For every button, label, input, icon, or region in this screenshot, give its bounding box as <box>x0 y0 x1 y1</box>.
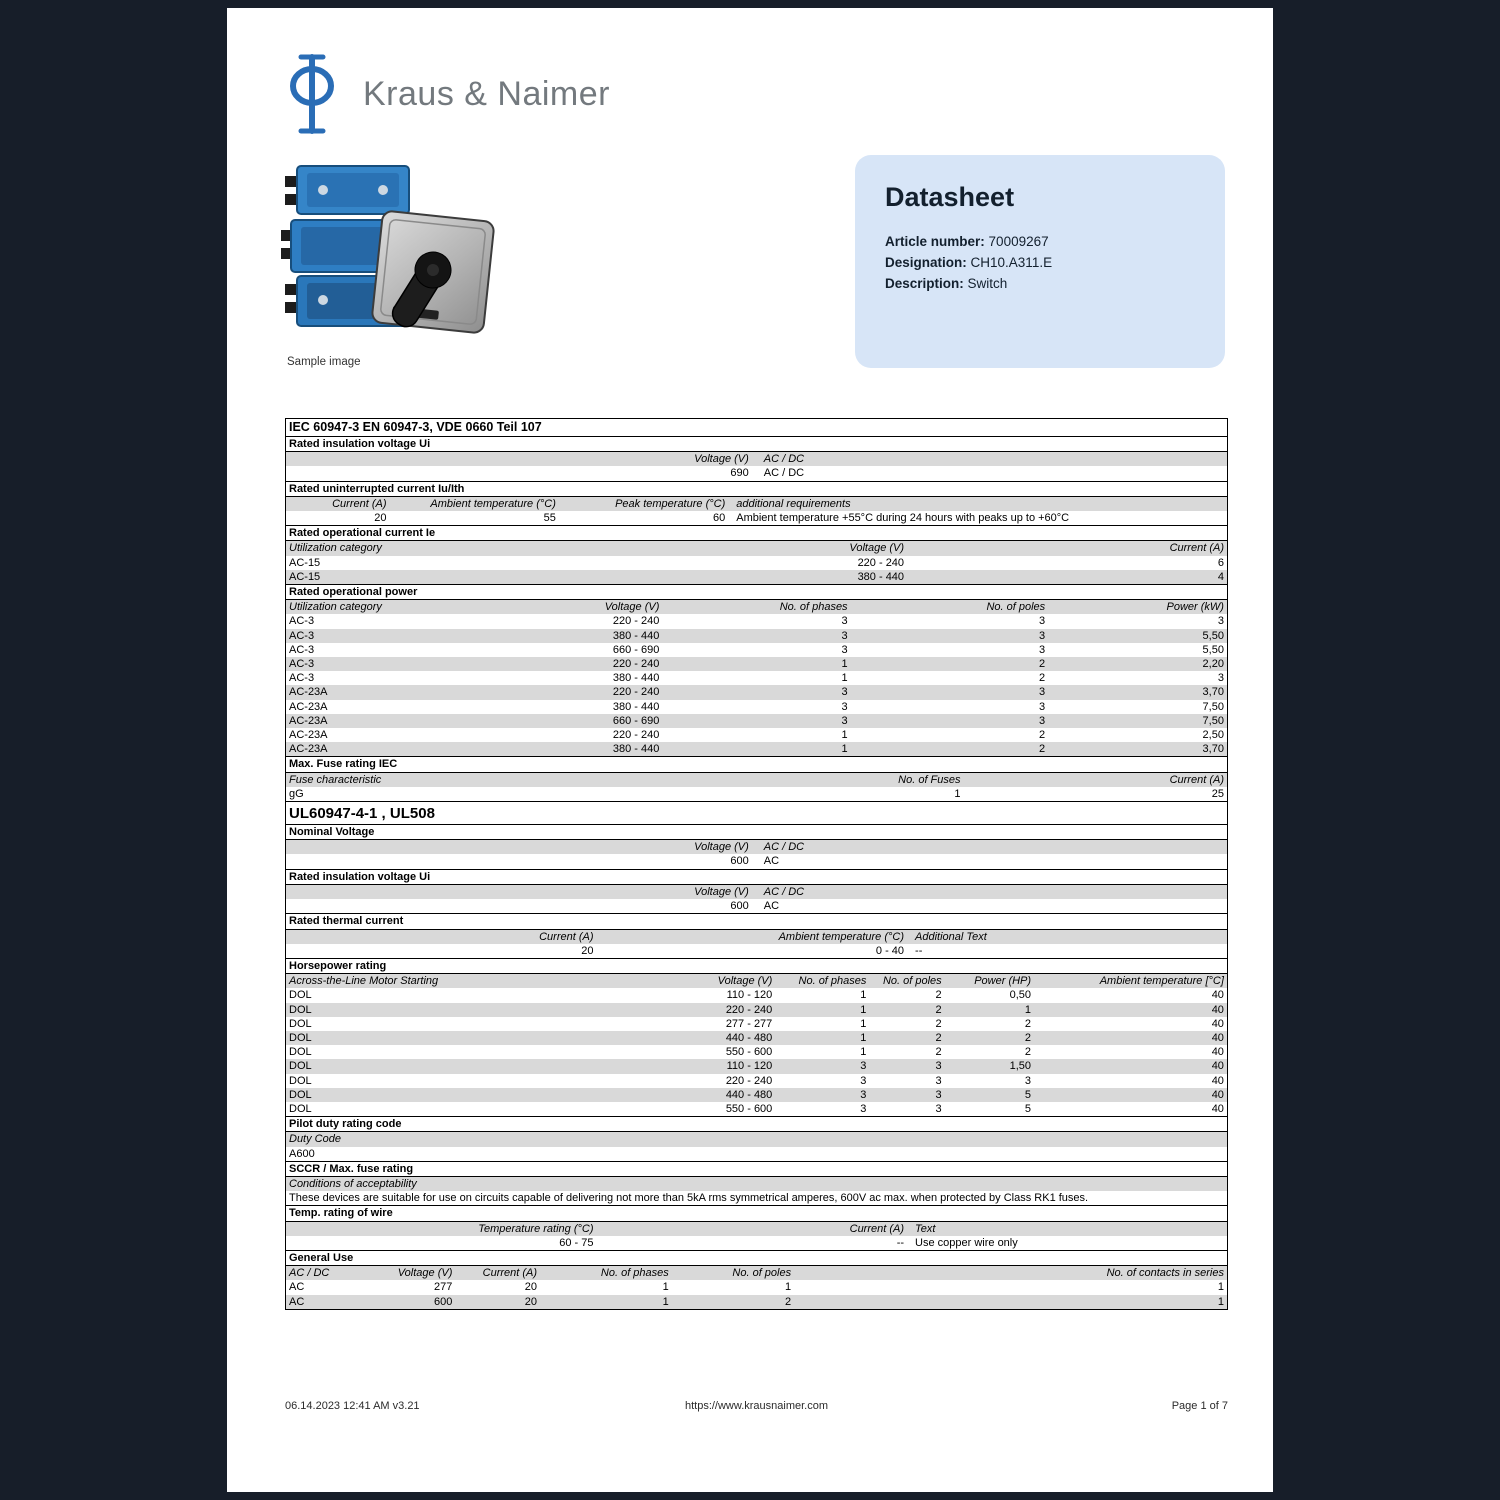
article-number-label: Article number: <box>885 234 985 249</box>
table-cell: 2 <box>1039 729 1046 742</box>
table-row <box>286 988 1227 1002</box>
table-cell: 1 <box>860 989 867 1002</box>
table-cell: SCCR / Max. fuse rating <box>289 1162 414 1175</box>
table-row <box>286 614 1227 628</box>
table-row <box>286 629 1227 643</box>
table-row <box>286 700 1227 714</box>
table-cell: 3 <box>841 686 848 699</box>
table-cell: AC <box>763 900 780 913</box>
table-cell: 0 - 40 <box>875 944 905 957</box>
table-cell: 40 <box>1211 1046 1224 1059</box>
table-row <box>286 1074 1227 1088</box>
table-section-header <box>286 525 1227 541</box>
table-cell: 40 <box>1211 1102 1224 1115</box>
table-cell: Current (A) <box>482 1267 538 1280</box>
table-standard-title <box>286 419 1227 436</box>
table-cell: 1 <box>841 743 848 756</box>
table-column-header-row <box>286 773 1227 787</box>
table-cell: 380 - 440 <box>612 700 660 713</box>
table-cell: 40 <box>1211 1060 1224 1073</box>
table-section-header <box>286 756 1227 772</box>
table-cell: AC / DC <box>763 453 805 466</box>
table-cell: 2 <box>935 1017 942 1030</box>
table-cell: AC / DC <box>763 841 805 854</box>
table-cell: 40 <box>1211 1003 1224 1016</box>
table-cell: 2 <box>935 1031 942 1044</box>
table-cell: 3 <box>1039 714 1046 727</box>
table-cell: IEC 60947-3 EN 60947-3, VDE 0660 Teil 107 <box>289 420 542 434</box>
table-column-header-row <box>286 541 1227 555</box>
table-cell: No. of poles <box>732 1267 792 1280</box>
table-cell: Rated operational power <box>289 586 418 599</box>
table-cell: No. of phases <box>779 601 848 614</box>
table-cell: 3 <box>841 700 848 713</box>
table-section-header <box>286 913 1227 929</box>
table-cell: No. of Fuses <box>898 773 961 786</box>
table-cell: Rated insulation voltage Ui <box>289 870 431 883</box>
table-row <box>286 556 1227 570</box>
table-cell: 1 <box>841 658 848 671</box>
table-cell: 40 <box>1211 1031 1224 1044</box>
table-cell: 3 <box>860 1060 867 1073</box>
table-row <box>286 657 1227 671</box>
table-cell: Rated insulation voltage Ui <box>289 438 431 450</box>
table-cell: 110 - 120 <box>726 989 773 1002</box>
table-cell: AC <box>763 855 780 868</box>
table-cell: 2 <box>935 1046 942 1059</box>
table-cell: 277 - 277 <box>725 1017 773 1030</box>
table-section-header <box>286 1250 1227 1266</box>
table-row <box>286 728 1227 742</box>
table-cell: 3 <box>1024 1074 1032 1087</box>
table-cell: No. of phases <box>600 1267 669 1280</box>
table-section-header <box>286 824 1227 840</box>
table-cell: UL60947-4-1 , UL508 <box>289 805 435 823</box>
table-cell: Ambient temperature +55°C during 24 hours with peaks up to +60°C <box>736 512 1070 525</box>
table-section-header <box>286 481 1227 497</box>
table-cell: 660 - 690 <box>612 643 660 656</box>
table-cell: These devices are suitable for use on circuits capable of delivering not more than 5kA rms symmetrical amperes, 600V ac max. when protected by Class RK1 fuses. <box>289 1192 1089 1205</box>
table-row <box>286 1059 1227 1073</box>
table-cell: No. of poles <box>986 601 1046 614</box>
table-cell: Nominal Voltage <box>289 826 375 839</box>
table-cell: 220 - 240 <box>725 1074 773 1087</box>
table-cell: DOL <box>289 1003 312 1016</box>
table-row <box>286 714 1227 728</box>
table-cell: 380 - 440 <box>857 570 905 583</box>
table-cell: 220 - 240 <box>725 1003 773 1016</box>
table-cell: No. of phases <box>798 975 867 988</box>
table-cell: AC-23A <box>289 729 328 742</box>
table-cell: 380 - 440 <box>612 743 660 756</box>
table-cell: 60 - 75 <box>559 1236 594 1249</box>
table-cell: 2 <box>1024 1046 1032 1059</box>
table-cell: Voltage (V) <box>717 975 773 988</box>
table-cell: Voltage (V) <box>397 1267 453 1280</box>
table-cell: 3 <box>841 714 848 727</box>
brand-name: Kraus & Naimer <box>363 74 610 113</box>
table-cell: 690 <box>730 467 749 480</box>
table-cell: 3,70 <box>1202 743 1224 756</box>
table-cell: AC-23A <box>289 686 328 699</box>
table-row <box>286 944 1227 958</box>
table-row <box>286 643 1227 657</box>
footer-url[interactable]: https://www.krausnaimer.com <box>684 1400 829 1412</box>
table-row <box>286 1031 1227 1045</box>
table-cell: -- <box>896 1236 905 1249</box>
table-column-header-row <box>286 1177 1227 1191</box>
table-section-header <box>286 1161 1227 1177</box>
card-title: Datasheet <box>885 182 1015 212</box>
table-cell: 60 <box>713 512 726 525</box>
table-cell: 1 <box>1217 1281 1224 1294</box>
table-cell: 20 <box>374 512 387 525</box>
table-cell: 440 - 480 <box>725 1088 773 1101</box>
table-cell: 1 <box>1024 1003 1032 1016</box>
table-column-header-row <box>286 885 1227 899</box>
table-cell: 1 <box>860 1031 867 1044</box>
table-row <box>286 787 1227 801</box>
table-section-header <box>286 436 1227 452</box>
footer-page-number: Page 1 of 7 <box>1171 1400 1228 1412</box>
table-cell: 1,50 <box>1009 1060 1032 1073</box>
article-number-value: 70009267 <box>988 234 1049 249</box>
table-cell: 0,50 <box>1009 989 1032 1002</box>
table-cell: 3 <box>935 1102 942 1115</box>
table-row <box>286 1045 1227 1059</box>
description-value: Switch <box>967 276 1008 291</box>
table-cell: 40 <box>1211 1088 1224 1101</box>
spec-table <box>285 418 1228 1310</box>
table-row <box>286 854 1227 868</box>
table-cell: AC-15 <box>289 556 321 569</box>
table-cell: Rated thermal current <box>289 915 404 928</box>
table-column-header-row <box>286 1132 1227 1146</box>
table-cell: 5 <box>1024 1102 1032 1115</box>
table-cell: Utilization category <box>289 601 382 614</box>
table-cell: 3 <box>841 629 848 642</box>
designation-label: Designation: <box>885 255 967 270</box>
table-standard-title <box>286 801 1227 824</box>
table-cell: 3 <box>1217 615 1224 628</box>
table-cell: 1 <box>860 1003 867 1016</box>
table-cell: 3 <box>1039 615 1046 628</box>
table-cell: 2 <box>1024 1031 1032 1044</box>
table-cell: DOL <box>289 1017 312 1030</box>
table-cell: 3 <box>1039 700 1046 713</box>
table-cell: Ambient temperature (°C) <box>778 930 905 943</box>
table-cell: AC / DC <box>763 467 805 480</box>
table-cell: 3 <box>841 643 848 656</box>
table-cell: 3 <box>1039 686 1046 699</box>
card-fields <box>885 231 1195 294</box>
table-section-header <box>286 1116 1227 1132</box>
table-row <box>286 466 1227 480</box>
table-cell: 40 <box>1211 1017 1224 1030</box>
footer-date-version: 06.14.2023 12:41 AM v3.21 <box>285 1400 420 1412</box>
table-cell: AC-23A <box>289 743 328 756</box>
table-cell: 5 <box>1024 1088 1032 1101</box>
designation-value: CH10.A311.E <box>970 255 1053 270</box>
description-row <box>885 273 1195 294</box>
table-cell: No. of poles <box>882 975 942 988</box>
table-cell: 7,50 <box>1202 700 1224 713</box>
table-row <box>286 742 1227 756</box>
table-row <box>286 1003 1227 1017</box>
table-cell: Additional Text <box>915 930 987 943</box>
table-cell: Current (A) <box>332 497 387 510</box>
table-cell: 2,20 <box>1202 658 1224 671</box>
table-cell: 20 <box>524 1295 538 1308</box>
table-row <box>286 1295 1227 1309</box>
table-cell: Ambient temperature (°C) <box>430 497 556 510</box>
table-cell: -- <box>915 944 923 957</box>
phi-logo-icon <box>283 53 341 135</box>
table-cell: 5,50 <box>1202 629 1224 642</box>
table-cell: DOL <box>289 1074 312 1087</box>
table-column-header-row <box>286 452 1227 466</box>
table-cell: 220 - 240 <box>612 686 660 699</box>
table-cell: 4 <box>1217 570 1224 583</box>
table-cell: 3 <box>860 1102 867 1115</box>
table-cell: 3 <box>935 1060 942 1073</box>
table-cell: A600 <box>289 1147 315 1160</box>
table-cell: 40 <box>1211 1074 1224 1087</box>
table-row <box>286 1147 1227 1161</box>
table-cell: Duty Code <box>289 1133 341 1146</box>
table-cell: 2 <box>935 1003 942 1016</box>
switch-product-image <box>277 158 502 358</box>
table-cell: 1 <box>954 787 961 800</box>
table-cell: AC-3 <box>289 615 315 628</box>
table-cell: 550 - 600 <box>725 1102 773 1115</box>
table-cell: AC-3 <box>289 672 315 685</box>
table-cell: DOL <box>289 1060 312 1073</box>
description-label: Description: <box>885 276 964 291</box>
table-row <box>286 685 1227 699</box>
datasheet-info-card <box>855 155 1225 368</box>
table-cell: 2 <box>784 1295 792 1308</box>
table-cell: Temperature rating (°C) <box>478 1222 594 1235</box>
table-cell: Rated operational current Ie <box>289 527 436 540</box>
table-cell: AC / DC <box>289 1267 330 1280</box>
article-number-row <box>885 231 1195 252</box>
table-cell: 1 <box>662 1281 669 1294</box>
table-cell: additional requirements <box>736 497 851 510</box>
table-cell: 1 <box>860 1046 867 1059</box>
table-row <box>286 1280 1227 1294</box>
table-cell: gG <box>289 787 304 800</box>
table-column-header-row <box>286 600 1227 614</box>
table-cell: Current (A) <box>849 1222 905 1235</box>
table-cell: AC-23A <box>289 714 328 727</box>
table-cell: 380 - 440 <box>612 672 660 685</box>
table-cell: Current (A) <box>539 930 594 943</box>
table-cell: 220 - 240 <box>612 615 660 628</box>
table-cell: Voltage (V) <box>694 453 749 466</box>
table-cell: Text <box>915 1222 936 1235</box>
table-column-header-row <box>286 974 1227 988</box>
table-column-header-row <box>286 497 1227 511</box>
table-row <box>286 511 1227 525</box>
table-cell: Current (A) <box>1169 773 1224 786</box>
table-cell: AC-3 <box>289 658 315 671</box>
table-cell: 220 - 240 <box>857 556 905 569</box>
table-cell: 3,70 <box>1202 686 1224 699</box>
table-cell: 220 - 240 <box>612 729 660 742</box>
sample-image-caption: Sample image <box>287 356 361 368</box>
table-cell: 2 <box>1039 658 1046 671</box>
table-cell: 2 <box>935 989 942 1002</box>
kraus-naimer-logo <box>283 53 610 135</box>
table-cell: Temp. rating of wire <box>289 1207 393 1220</box>
table-cell: 7,50 <box>1202 714 1224 727</box>
table-cell: 1 <box>1217 1295 1224 1308</box>
table-cell: 660 - 690 <box>612 714 660 727</box>
table-cell: Conditions of acceptability <box>289 1177 417 1190</box>
table-cell: 2 <box>1039 672 1046 685</box>
table-cell: 2 <box>1024 1017 1032 1030</box>
table-cell: 3 <box>860 1088 867 1101</box>
table-cell: 440 - 480 <box>725 1031 773 1044</box>
table-section-header <box>286 1205 1227 1221</box>
table-cell: 220 - 240 <box>612 658 660 671</box>
table-cell: 277 <box>434 1281 453 1294</box>
table-cell: Voltage (V) <box>694 841 749 854</box>
page-footer <box>285 1400 1228 1416</box>
table-cell: Fuse characteristic <box>289 773 382 786</box>
table-cell: AC <box>289 1281 305 1294</box>
table-cell: 2 <box>1039 743 1046 756</box>
table-cell: General Use <box>289 1251 354 1264</box>
table-row <box>286 1017 1227 1031</box>
table-cell: Peak temperature (°C) <box>615 497 726 510</box>
table-cell: 1 <box>662 1295 669 1308</box>
table-cell: 600 <box>730 900 749 913</box>
table-cell: Voltage (V) <box>849 542 905 555</box>
table-cell: AC / DC <box>763 885 805 898</box>
table-cell: 600 <box>730 855 749 868</box>
table-cell: Max. Fuse rating IEC <box>289 758 398 771</box>
table-cell: Voltage (V) <box>694 885 749 898</box>
table-cell: Horsepower rating <box>289 959 387 972</box>
table-cell: Voltage (V) <box>604 601 660 614</box>
table-cell: DOL <box>289 1031 312 1044</box>
table-column-header-row <box>286 1222 1227 1236</box>
table-cell: AC-3 <box>289 643 315 656</box>
table-cell: 3 <box>1217 672 1224 685</box>
table-cell: Use copper wire only <box>915 1236 1018 1249</box>
table-row <box>286 1191 1227 1205</box>
table-cell: 1 <box>784 1281 792 1294</box>
table-cell: 3 <box>841 615 848 628</box>
table-column-header-row <box>286 930 1227 944</box>
table-cell: 25 <box>1211 787 1224 800</box>
table-cell: Power (kW) <box>1166 601 1224 614</box>
table-cell: 600 <box>434 1295 453 1308</box>
table-cell: 1 <box>841 729 848 742</box>
table-cell: Power (HP) <box>974 975 1032 988</box>
table-cell: AC-23A <box>289 700 328 713</box>
table-cell: 3 <box>860 1074 867 1087</box>
table-cell: 55 <box>543 512 556 525</box>
table-cell: No. of contacts in series <box>1106 1267 1224 1280</box>
table-cell: 40 <box>1211 989 1224 1002</box>
table-cell: 20 <box>581 944 594 957</box>
table-cell: DOL <box>289 1046 312 1059</box>
table-cell: Current (A) <box>1169 542 1224 555</box>
table-cell: Utilization category <box>289 542 382 555</box>
table-cell: 3 <box>1039 643 1046 656</box>
table-row <box>286 671 1227 685</box>
table-cell: 3 <box>935 1088 942 1101</box>
table-cell: AC-15 <box>289 570 321 583</box>
table-cell: 3 <box>935 1074 942 1087</box>
table-cell: 3 <box>1039 629 1046 642</box>
designation-row <box>885 252 1195 273</box>
table-row <box>286 570 1227 584</box>
datasheet-page <box>227 8 1273 1492</box>
table-row <box>286 1102 1227 1116</box>
table-cell: 380 - 440 <box>612 629 660 642</box>
table-cell: 1 <box>860 1017 867 1030</box>
table-cell: DOL <box>289 989 312 1002</box>
table-row <box>286 1088 1227 1102</box>
table-cell: DOL <box>289 1102 312 1115</box>
table-row <box>286 1236 1227 1250</box>
table-cell: DOL <box>289 1088 312 1101</box>
table-cell: Across-the-Line Motor Starting <box>289 975 439 988</box>
product-image <box>277 158 502 358</box>
table-cell: 110 - 120 <box>726 1060 773 1073</box>
table-cell: 2,50 <box>1202 729 1224 742</box>
table-cell: 20 <box>524 1281 538 1294</box>
table-cell: 1 <box>841 672 848 685</box>
table-cell: 6 <box>1217 556 1224 569</box>
table-section-header <box>286 584 1227 600</box>
table-cell: 550 - 600 <box>725 1046 773 1059</box>
table-column-header-row <box>286 840 1227 854</box>
table-row <box>286 899 1227 913</box>
table-column-header-row <box>286 1266 1227 1280</box>
table-cell: Pilot duty rating code <box>289 1118 402 1131</box>
table-cell: AC-3 <box>289 629 315 642</box>
table-cell: Ambient temperature [°C] <box>1099 975 1224 988</box>
table-section-header <box>286 869 1227 885</box>
table-section-header <box>286 958 1227 974</box>
table-cell: 5,50 <box>1202 643 1224 656</box>
table-cell: AC <box>289 1295 305 1308</box>
table-cell: Rated uninterrupted current Iu/Ith <box>289 482 465 495</box>
